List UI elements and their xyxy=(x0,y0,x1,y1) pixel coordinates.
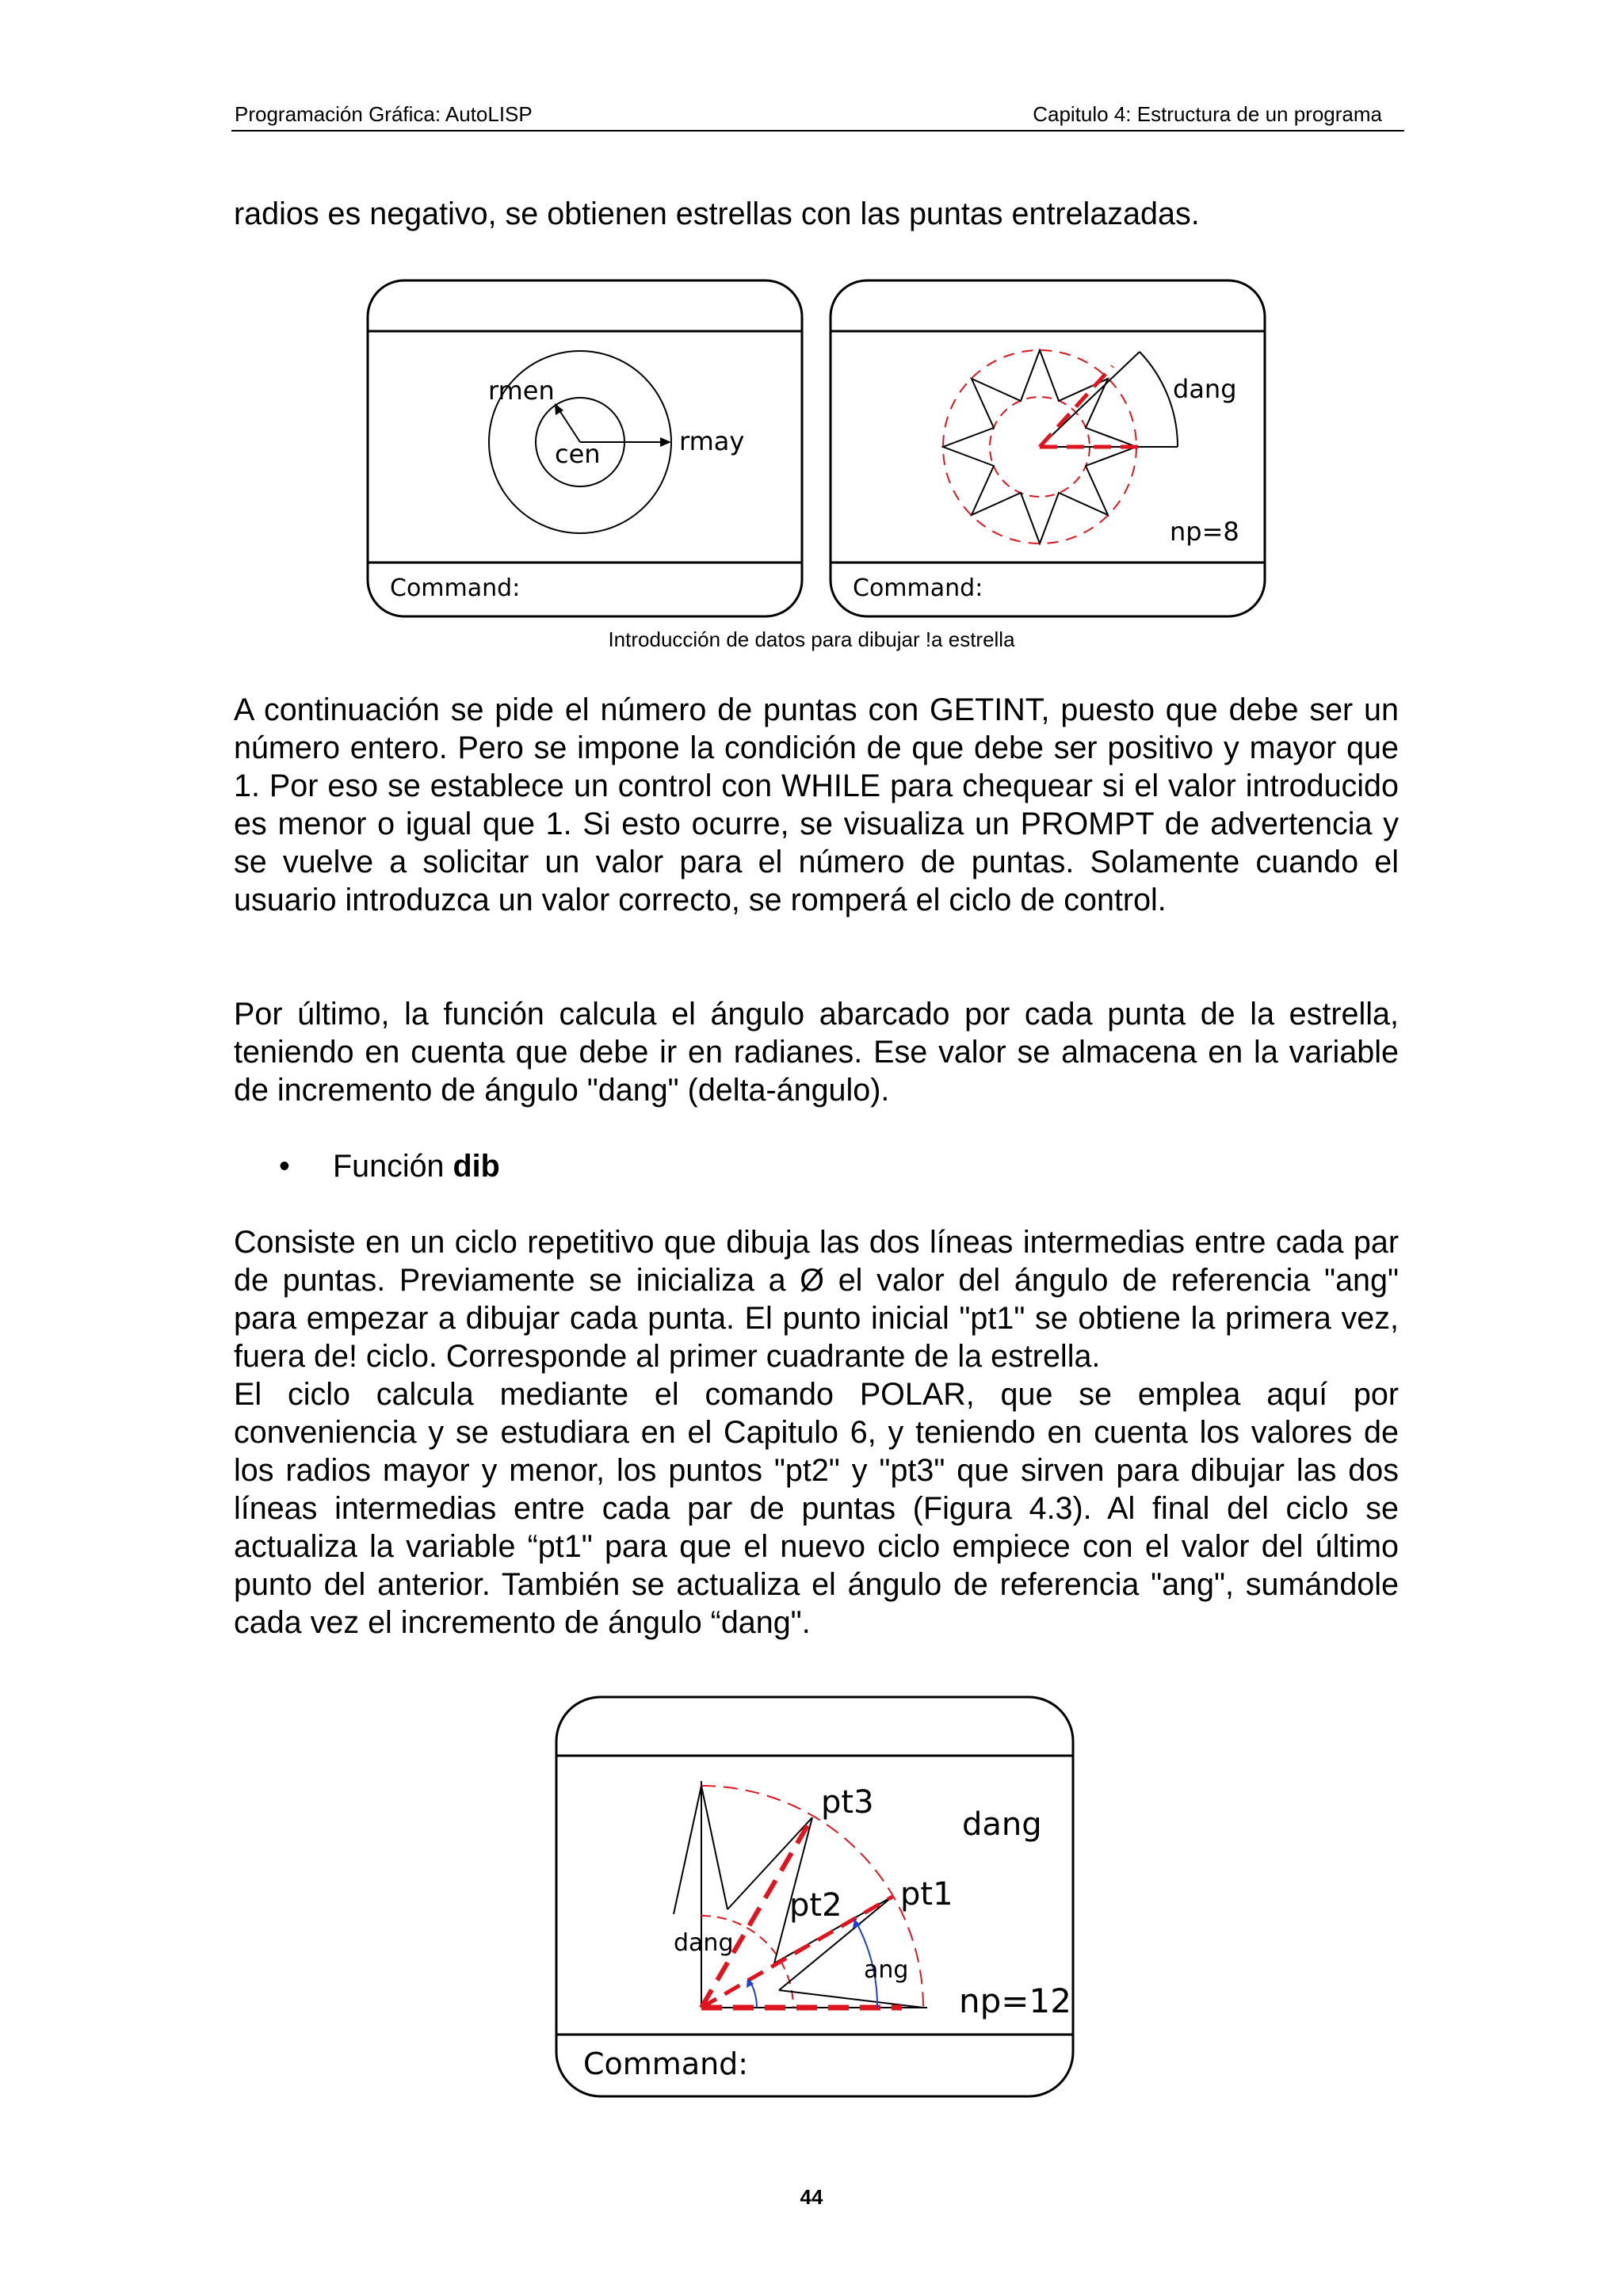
paragraph-2-text: Por último, la función calcula el ángulo abarcado por cada punta de la estrella, teniendo en cuenta que debe ir en radianes. Ese valor se almacena en la variable de incremento de ángulo "dang" (delta-ángulo). xyxy=(234,997,1399,1108)
bullet-icon: • xyxy=(279,1149,290,1184)
paragraph-1 xyxy=(234,691,1399,919)
command-label: Command: xyxy=(583,2046,749,2081)
ang-label: ang xyxy=(864,1956,909,1984)
command-label: Command: xyxy=(390,574,521,602)
header-right: Capitulo 4: Estructura de un programa xyxy=(1033,102,1382,126)
intro-line xyxy=(234,195,1399,233)
rmay-label: rmay xyxy=(679,426,745,456)
dang-big-label: dang xyxy=(962,1806,1042,1843)
pt2-label: pt2 xyxy=(789,1887,842,1924)
paragraph-3 xyxy=(234,1223,1399,1642)
intro-text: radios es negativo, se obtienen estrellas con las puntas entrelazadas. xyxy=(234,196,1200,231)
np12-label: np=12 xyxy=(959,1981,1071,2020)
cen-label: cen xyxy=(555,439,601,469)
page-number: 44 xyxy=(800,2185,823,2209)
dang-small-label: dang xyxy=(674,1929,734,1957)
rmen-label: rmen xyxy=(488,376,555,406)
paragraph-2 xyxy=(234,995,1399,1109)
command-label: Command: xyxy=(853,574,983,602)
paragraph-4-text: El ciclo calcula mediante el comando POLAR, que se emplea aquí por conveniencia y se estudiara en el Capitulo 6, y teniendo en cuenta los valores de los radios mayor y menor, los puntos "pt2" y "pt3" que sirven para dibujar las dos líneas intermedias entre cada par de puntas (Figura 4.3). Al final del ciclo se actualiza la variable “pt1" para que el nuevo ciclo empiece con el valor del último punto del anterior. También se actualiza el ángulo de referencia "ang", sumándole cada vez el incremento de ángulo “dang". xyxy=(234,1377,1399,1640)
header-left: Programación Gráfica: AutoLISP xyxy=(235,102,533,126)
np8-label: np=8 xyxy=(1170,517,1239,547)
pt1-label: pt1 xyxy=(900,1876,953,1913)
pt3-label: pt3 xyxy=(821,1784,874,1821)
figure2-panel xyxy=(555,1695,1075,2098)
bullet-bold: dib xyxy=(453,1149,500,1184)
bullet-funcion-dib xyxy=(279,1147,500,1185)
figure1-caption: Introducción de datos para dibujar !a estrella xyxy=(608,627,1015,651)
bullet-prefix: Función xyxy=(333,1149,445,1184)
page-header xyxy=(231,98,1404,132)
figure1-right-panel xyxy=(829,279,1266,618)
paragraph-1-text: A continuación se pide el número de puntas con GETINT, puesto que debe ser un número entero. Pero se impone la condición de que debe ser positivo y mayor que 1. Por eso se establece un control con WHILE para chequear si el valor introducido es menor o igual que 1. Si esto ocurre, se visualiza un PROMPT de advertencia y se vuelve a solicitar un valor para el número de puntas. Solamente cuando el usuario introduzca un valor correcto, se romperá el ciclo de control. xyxy=(234,692,1399,917)
figure1-left-panel xyxy=(366,279,804,618)
paragraph-3-text: Consiste en un ciclo repetitivo que dibuja las dos líneas intermedias entre cada par de puntas. Previamente se inicializa a Ø el valor del ángulo de referencia "ang" para empezar a dibujar cada punta. El punto inicial "pt1" se obtiene la primera vez, fuera de! ciclo. Corresponde al primer cuadrante de la estrella. xyxy=(234,1225,1399,1374)
dang-label: dang xyxy=(1173,374,1237,404)
